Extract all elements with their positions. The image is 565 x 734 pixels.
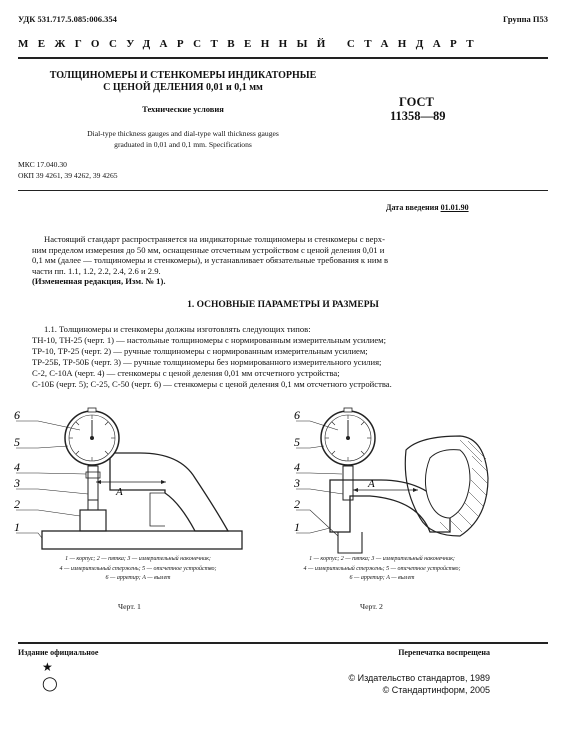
label-3: 3 — [294, 476, 300, 490]
section-heading: 1. ОСНОВНЫЕ ПАРАМЕТРЫ И РАЗМЕРЫ — [187, 300, 379, 310]
figure-2-caption: Черт. 2 — [360, 602, 383, 611]
figure-2-legend-line: 4 — измерительный стержень; 5 — отсчетное устройство; — [303, 565, 461, 572]
banner-rule — [18, 57, 548, 59]
label-1: 1 — [14, 520, 20, 534]
figure-1-legend-line: 1 — корпус; 2 — пятка; 3 — измерительный наконечник; — [65, 556, 211, 562]
footer-rule — [18, 642, 548, 644]
copyright-block — [300, 672, 490, 696]
base-body — [42, 531, 242, 549]
dial-hub — [346, 436, 350, 440]
dimension-label: A — [368, 478, 375, 490]
mks-code: МКС 17.040.30 — [18, 160, 67, 169]
label-5: 5 — [14, 435, 20, 449]
type-item: ТР-10, ТР-25 (черт. 2) — ручные толщиномеры с нормированным измерительным усилием; — [32, 345, 368, 356]
udk-code: УДК 531.717.5.085:006.354 — [18, 14, 117, 24]
dial-hub — [90, 436, 94, 440]
label-4: 4 — [294, 460, 300, 474]
title-rule — [18, 190, 548, 191]
handle-opening — [425, 450, 470, 518]
intro-line-4: части пп. 1.1, 1.2, 2.2, 2.4, 2.6 и 2.9. — [32, 265, 161, 276]
intro-line-3: 0,1 мм (далее — толщиномеры и стенкомеры), и устанавливает обязательные требования к ним в — [32, 255, 389, 266]
english-title — [18, 128, 348, 150]
title-line-2: С ЦЕНОЙ ДЕЛЕНИЯ 0,01 и 0,1 мм — [103, 82, 263, 93]
standard-banner: МЕЖГОСУДАРСТВЕННЫЙ СТАНДАРТ — [18, 38, 484, 50]
gost-number — [390, 95, 446, 123]
types-intro: 1.1. Толщиномеры и стенкомеры должны изготовлять следующих типов: — [44, 324, 311, 334]
figure-2-legend-line: 1 — корпус; 2 — пятка; 3 — измерительный наконечник; — [309, 556, 455, 562]
label-5: 5 — [294, 435, 300, 449]
type-item: ТН-10, ТН-25 (черт. 1) — настольные толщиномеры с нормированным измерительным усилием; — [32, 334, 387, 345]
label-6: 6 — [294, 408, 300, 422]
part-labels — [293, 408, 300, 534]
label-2: 2 — [14, 497, 20, 511]
dimension-label: A — [116, 486, 123, 498]
okp-code: ОКП 39 4261, 39 4262, 39 4265 — [18, 170, 118, 180]
figure-1-caption: Черт. 1 — [118, 602, 141, 611]
intro-line-2: ним пределом измерения до 50 мм, оснащенные отсчетным устройством с ценой деления 0,01 и — [32, 244, 385, 255]
heel — [80, 510, 106, 531]
effective-date-value: 01.01.90 — [440, 203, 469, 212]
figure-2-legend-line: 6 — арретир; A — вылет — [349, 575, 415, 581]
circle-icon: ◯ — [42, 677, 58, 692]
types-list — [32, 324, 502, 389]
label-6: 6 — [14, 408, 20, 422]
figure-1-drawing — [14, 408, 260, 563]
gost-code: 11358—89 — [390, 109, 446, 123]
english-title-line-1: Dial-type thickness gauges and dial-type wall thickness gauges — [87, 129, 279, 138]
part-labels — [13, 408, 20, 534]
measuring-rod — [88, 466, 98, 500]
heel — [338, 532, 362, 553]
amendment-note: (Измененная редакция, Изм. № 1). — [32, 276, 166, 287]
figure-1-legend — [18, 555, 258, 584]
type-item: С-2, С-10А (черт. 4) — стенкомеры с ценой деления 0,01 мм отсчетного устройства; — [32, 367, 340, 378]
classification-codes — [18, 160, 118, 181]
intro-paragraph — [32, 234, 488, 287]
effective-date — [386, 203, 469, 212]
measuring-rod — [343, 466, 353, 500]
label-4: 4 — [14, 460, 20, 474]
title-line-1: ТОЛЩИНОМЕРЫ И СТЕНКОМЕРЫ ИНДИКАТОРНЫЕ — [49, 70, 317, 81]
frame-inner — [150, 493, 165, 526]
document-title — [18, 70, 348, 94]
group-code: Группа П53 — [502, 14, 548, 24]
star-icon: ★ — [42, 660, 53, 674]
copyright-line-1: © Издательство стандартов, 1989 — [348, 673, 490, 683]
label-1: 1 — [294, 520, 300, 534]
figure-2-drawing — [294, 408, 540, 563]
figure-1-legend-line: 4 — измерительный стержень; 5 — отсчетное устройство; — [59, 565, 217, 572]
effective-date-label: Дата введения — [386, 203, 439, 212]
dial-arrester — [344, 408, 352, 412]
arched-frame — [110, 453, 228, 531]
figure-2-legend — [262, 555, 502, 584]
label-3: 3 — [14, 476, 20, 490]
type-item: ТР-25Б, ТР-50Б (черт. 3) — ручные толщиномеры без нормированного измерительного усилия; — [32, 356, 382, 367]
gost-label: ГОСТ — [399, 95, 434, 109]
figure-1-legend-line: 6 — арретир; A — вылет — [105, 575, 171, 581]
type-item: С-10Б (черт. 5); С-25, С-50 (черт. 6) — стенкомеры с ценой деления 0,1 мм отсчетного устройства. — [32, 378, 392, 389]
reprint-notice: Перепечатка воспрещена — [398, 648, 490, 657]
copyright-line-2: © Стандартинформ, 2005 — [382, 685, 490, 695]
label-2: 2 — [294, 497, 300, 511]
intro-line-1: Настоящий стандарт распространяется на индикаторные толщиномеры и стенкомеры с верх- — [44, 234, 385, 244]
document-subtitle: Технические условия — [142, 104, 224, 114]
dial-arrester — [88, 408, 96, 412]
heel-top — [88, 500, 98, 510]
english-title-line-2: graduated in 0,01 and 0,1 mm. Specifications — [114, 140, 252, 149]
official-edition: Издание официальное — [18, 648, 99, 657]
